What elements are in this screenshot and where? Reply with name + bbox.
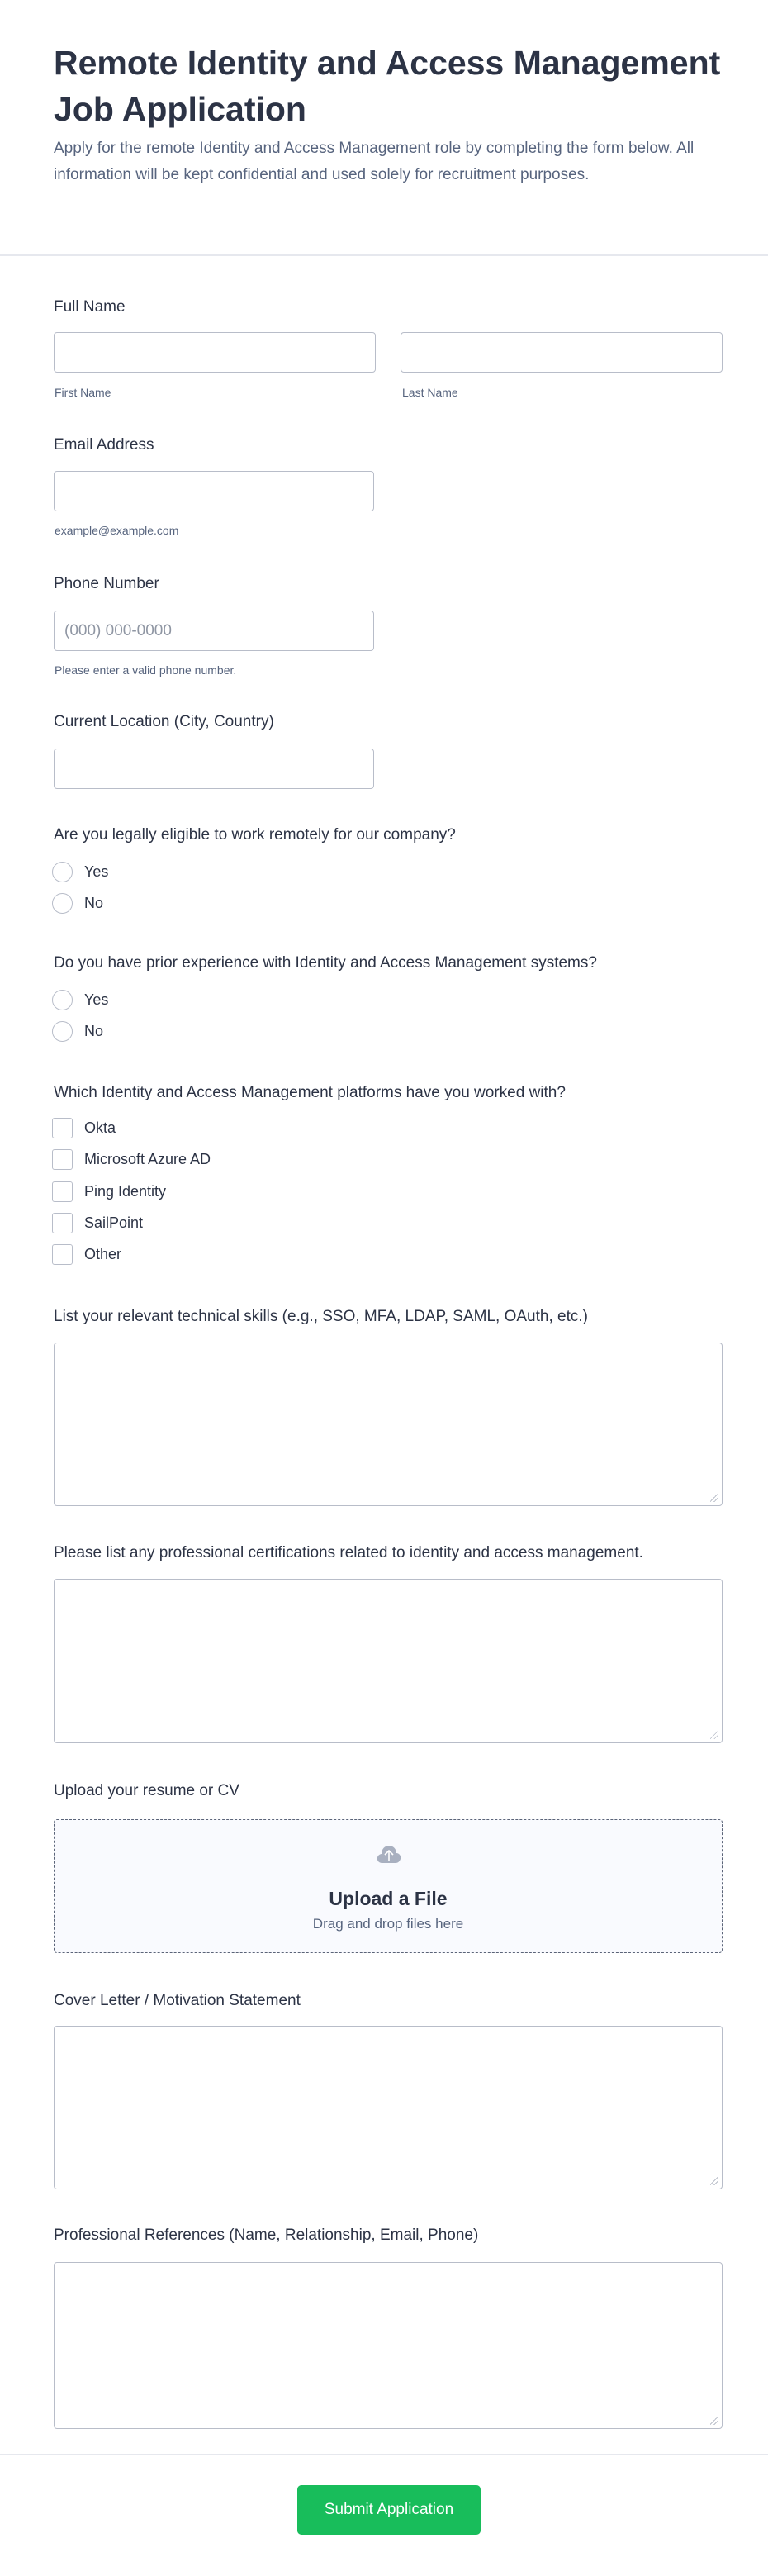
references-label: Professional References (Name, Relationship, Email, Phone) [54, 2227, 479, 2244]
certifications-label: Please list any professional certifications related to identity and access management. [54, 1544, 643, 1561]
email-label: Email Address [54, 436, 154, 454]
resize-handle-icon[interactable] [710, 1731, 718, 1739]
eligible-no-option[interactable] [52, 891, 103, 915]
references-textarea[interactable] [54, 2262, 723, 2429]
platform-azure-option[interactable] [52, 1148, 211, 1171]
radio-button[interactable] [52, 1021, 73, 1042]
resize-handle-icon[interactable] [710, 2417, 718, 2425]
skills-label: List your relevant technical skills (e.g., SSO, MFA, LDAP, SAML, OAuth, etc.) [54, 1308, 588, 1325]
page-description: Apply for the remote Identity and Access Management role by completing the form below. All information will be kept confidential and used solely for recruitment purposes. [54, 140, 695, 183]
checkbox[interactable] [52, 1244, 73, 1265]
certifications-textarea[interactable] [54, 1579, 723, 1743]
eligible-yes-option[interactable] [52, 860, 108, 883]
location-input[interactable] [54, 749, 374, 789]
experience-no-option[interactable] [52, 1019, 103, 1043]
first-name-sublabel: First Name [55, 386, 111, 399]
experience-label: Do you have prior experience with Identity and Access Management systems? [54, 954, 597, 972]
radio-button[interactable] [52, 893, 73, 914]
option-label: Microsoft Azure AD [84, 1150, 211, 1167]
eligibility-label: Are you legally eligible to work remotely for our company? [54, 826, 456, 844]
page-title: Remote Identity and Access Management Job Application [54, 44, 721, 128]
upload-title: Upload a File [329, 1888, 448, 1909]
experience-yes-option[interactable] [52, 988, 108, 1011]
last-name-input[interactable] [401, 332, 723, 373]
option-label: No [84, 1022, 104, 1039]
footer-divider [0, 2454, 768, 2455]
full-name-label: Full Name [54, 298, 126, 316]
option-label: Yes [84, 863, 109, 880]
option-label: SailPoint [84, 1214, 144, 1231]
cover-letter-textarea[interactable] [54, 2026, 723, 2189]
email-input[interactable] [54, 471, 374, 511]
submit-button[interactable]: Submit Application [297, 2485, 481, 2535]
platforms-label: Which Identity and Access Management platforms have you worked with? [54, 1084, 566, 1101]
option-label: Other [84, 1245, 122, 1262]
upload-hint: Drag and drop files here [312, 1916, 464, 1932]
radio-button[interactable] [52, 990, 73, 1010]
platform-sailpoint-option[interactable] [52, 1211, 143, 1234]
checkbox[interactable] [52, 1118, 73, 1138]
option-label: No [84, 894, 104, 911]
cloud-upload-icon [376, 1842, 402, 1868]
phone-label: Phone Number [54, 575, 159, 592]
option-label: Ping Identity [84, 1182, 167, 1200]
email-sublabel: example@example.com [55, 524, 179, 537]
checkbox[interactable] [52, 1213, 73, 1233]
phone-sublabel: Please enter a valid phone number. [55, 663, 237, 677]
checkbox[interactable] [52, 1181, 73, 1202]
first-name-input[interactable] [54, 332, 376, 373]
platform-other-option[interactable] [52, 1243, 121, 1266]
option-label: Okta [84, 1119, 116, 1136]
file-upload-dropzone[interactable] [54, 1819, 723, 1953]
last-name-sublabel: Last Name [402, 386, 458, 399]
skills-textarea[interactable] [54, 1343, 723, 1506]
platform-ping-option[interactable] [52, 1180, 166, 1203]
radio-button[interactable] [52, 862, 73, 882]
checkbox[interactable] [52, 1149, 73, 1170]
resize-handle-icon[interactable] [710, 2177, 718, 2185]
cover-letter-label: Cover Letter / Motivation Statement [54, 1992, 301, 2009]
platform-okta-option[interactable] [52, 1116, 116, 1139]
resize-handle-icon[interactable] [710, 1494, 718, 1502]
upload-label: Upload your resume or CV [54, 1782, 239, 1799]
phone-input[interactable] [54, 611, 374, 651]
location-label: Current Location (City, Country) [54, 713, 274, 730]
option-label: Yes [84, 991, 109, 1008]
header-divider [0, 254, 768, 256]
